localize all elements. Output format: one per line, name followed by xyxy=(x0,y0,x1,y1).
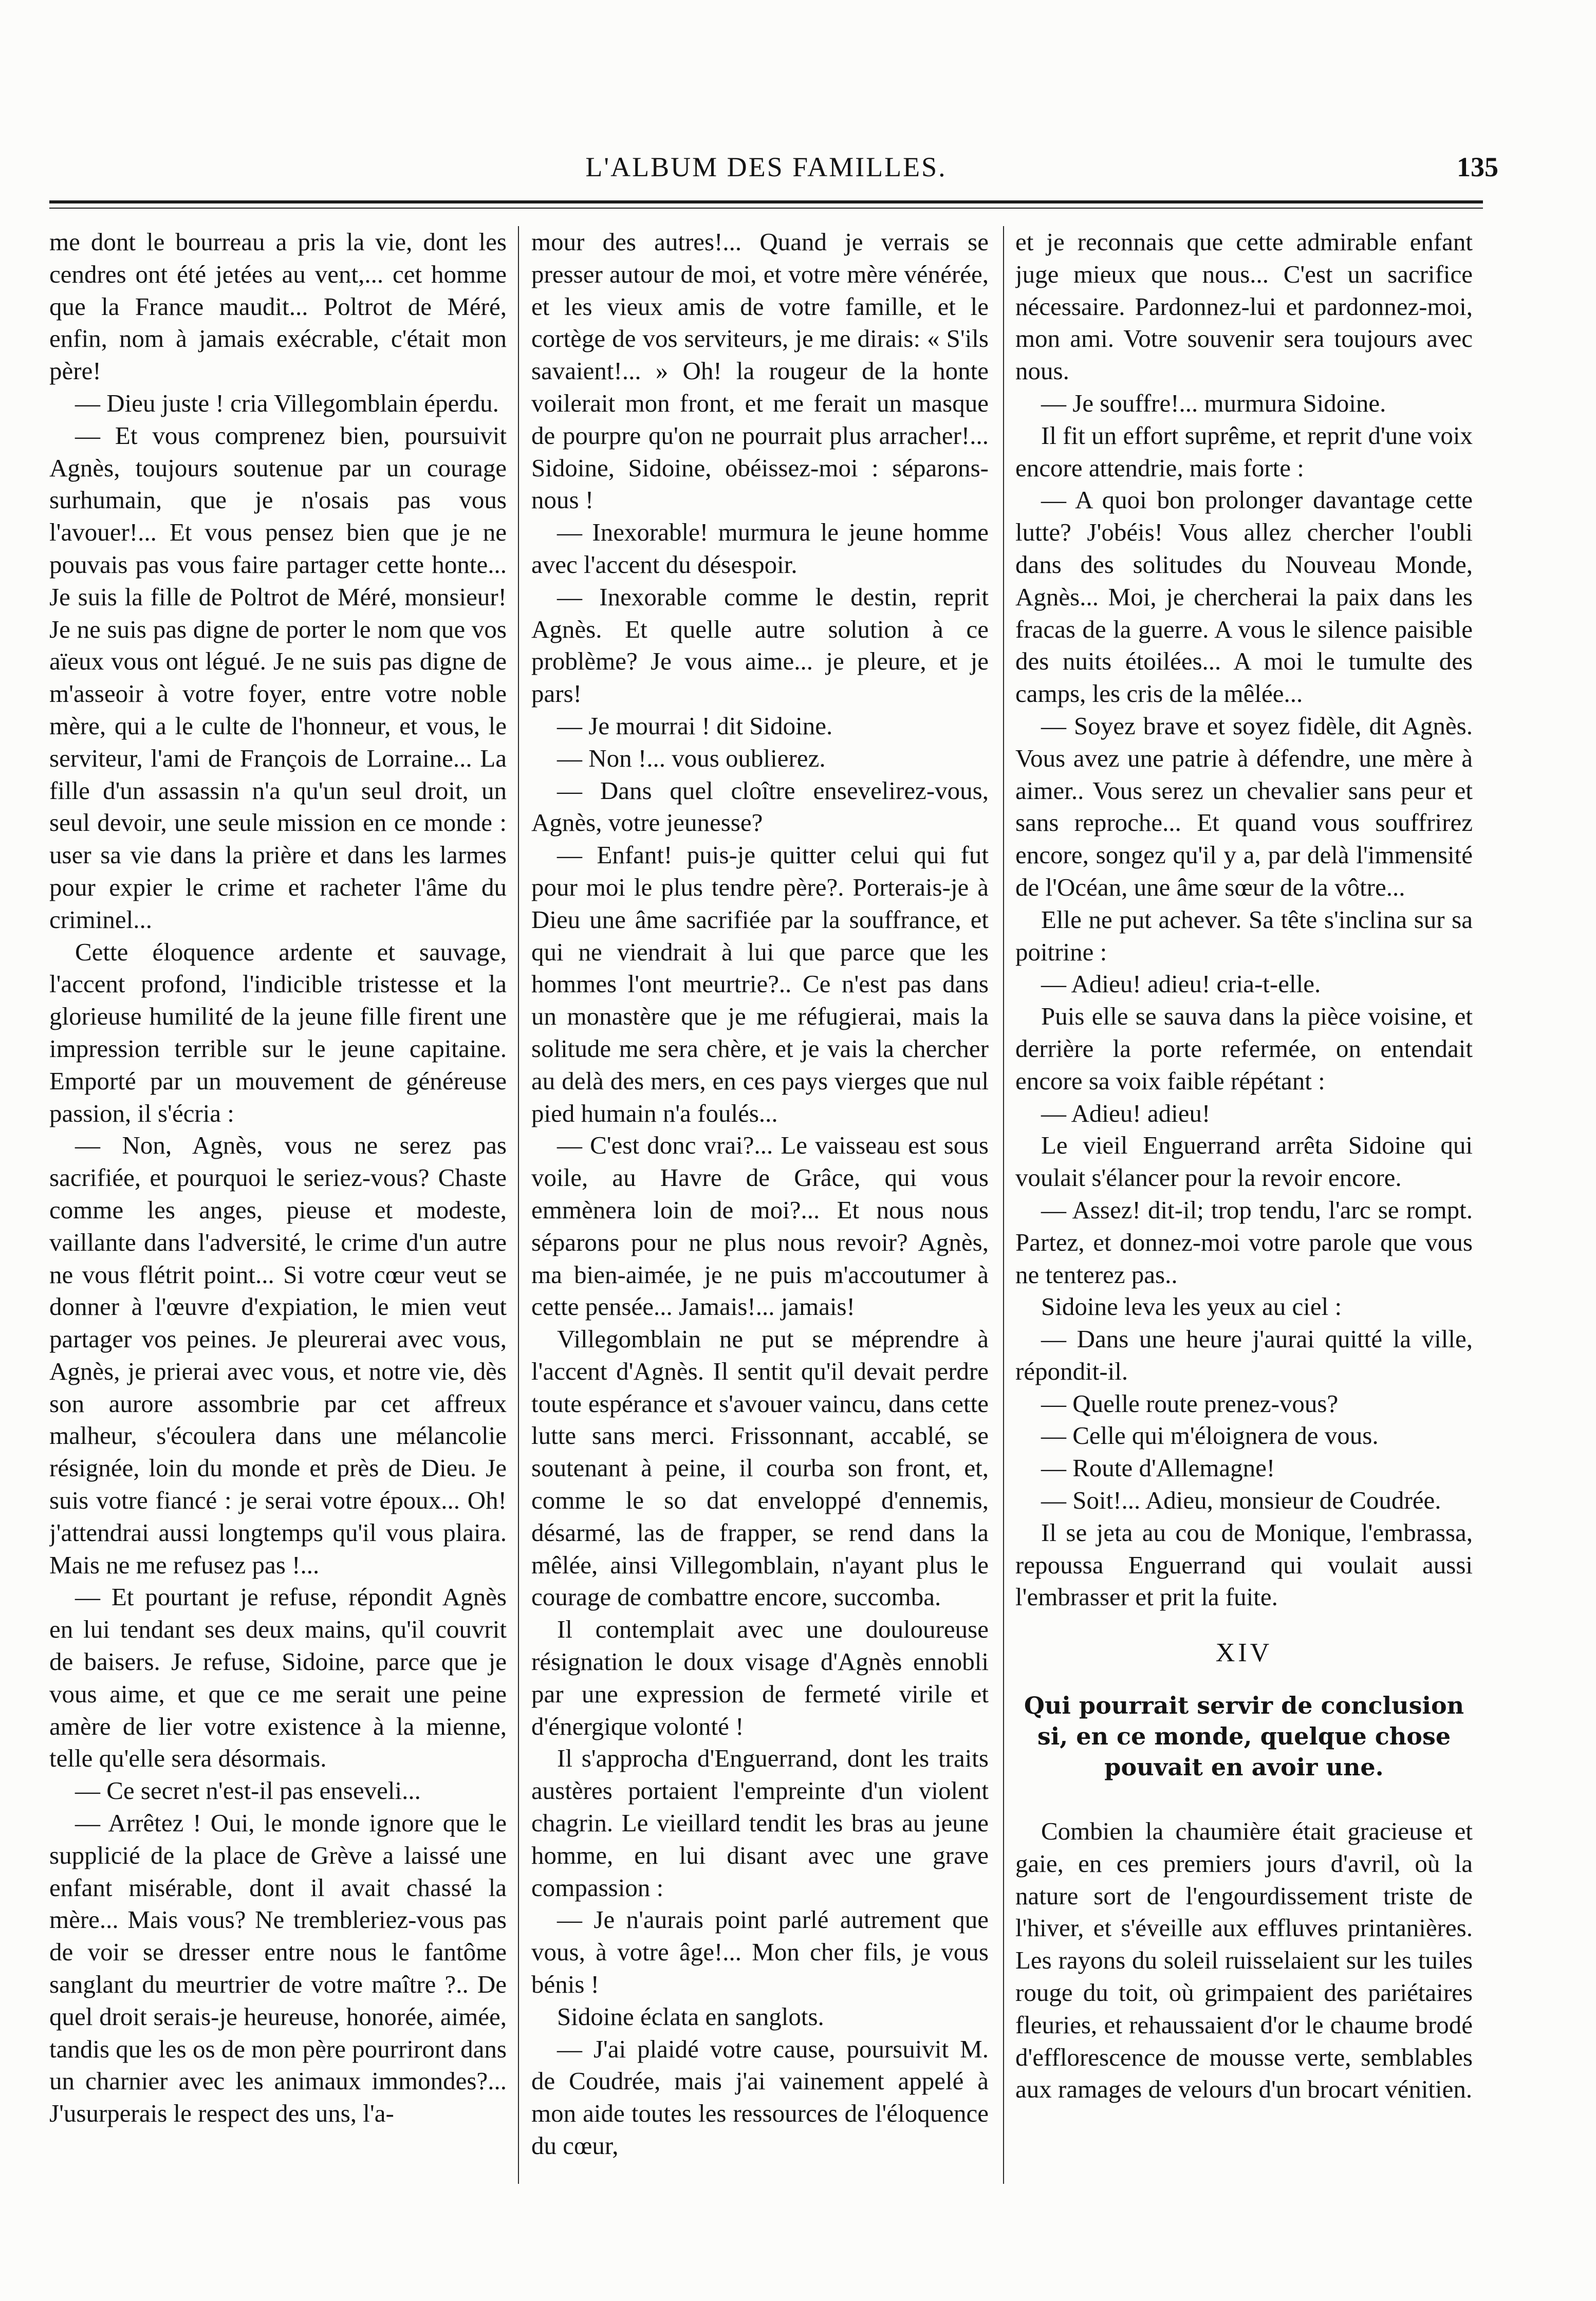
paragraph: me dont le bourreau a pris la vie, dont les cendres ont été jetées au vent,... cet homme que la France maudit... Poltrot de Méré, enfin, nom à jamais exécrable, c'était mon père! xyxy=(49,228,507,385)
paragraph: Villegomblain ne put se méprendre à l'accent d'Agnès. Il sentit qu'il devait perdre toute espérance et s'avouer vaincu, dans cette lutte sans merci. Frissonnant, accablé, se soutenant à peine, il courba son front, et, comme le so dat enveloppé d'ennemis, désarmé, las de frapper, se rend dans la mêlée, ainsi Villegomblain, n'ayant plus le courage de combattre encore, succomba. xyxy=(531,1325,989,1611)
header-rule-thin xyxy=(49,208,1483,209)
paragraph: — Dieu juste ! cria Villegomblain éperdu. xyxy=(75,388,499,417)
page-number: 135 xyxy=(1457,152,1498,182)
paragraph: — A quoi bon prolonger davantage cette lutte? J'obéis! Vous allez chercher l'oubli dans des solitudes du Nouveau Monde, Agnès... Moi, je chercherai la paix dans les fracas de la guerre. A vous le silence paisible des nuits étoilées... A moi le tumulte des camps, les cris de la mêlée... xyxy=(1015,486,1473,708)
chapter-number: XIV xyxy=(1215,1638,1273,1668)
paragraph: — Soit!... Adieu, monsieur de Coudrée. xyxy=(1041,1486,1441,1515)
paragraph: — Quelle route prenez-vous? xyxy=(1041,1389,1339,1418)
paragraph: — Inexorable comme le destin, reprit Agnès. Et quelle autre solution à ce problème? Je vous aime... je pleure, et je pars! xyxy=(531,582,989,708)
paragraph: — Non !... vous oublierez. xyxy=(557,744,826,772)
paragraph: Elle ne put achever. Sa tête s'inclina sur sa poitrine : xyxy=(1015,905,1473,966)
paragraph: — Assez! dit-il; trop tendu, l'arc se rompt. Partez, et donnez-moi votre parole que vous ne tenterez pas.. xyxy=(1015,1195,1473,1289)
paragraph: Il se jeta au cou de Monique, l'embrassa, repoussa Enguerrand qui voulait aussi l'embrasser et prit la fuite. xyxy=(1015,1518,1473,1611)
paragraph: — Et vous comprenez bien, poursuivit Agnès, toujours soutenue par un courage surhumain, que je n'osais pas vous l'avouer!... Et vous pensez bien que je ne pouvais pas vous faire partager cette honte... Je suis la fille de Poltrot de Méré, monsieur! Je ne suis pas digne de porter le nom que vos aïeux vous ont légué. Je ne suis pas digne de m'asseoir à votre foyer, entre votre noble mère, qui a le culte de l'honneur, et vous, le serviteur, l'ami de François de Lorraine... La fille d'un assassin n'a qu'un seul droit, un seul devoir, une seule mission en ce monde : user sa vie dans la prière et dans les larmes pour expier le crime et racheter l'âme du criminel... xyxy=(49,421,507,934)
journal-title: L'ALBUM DES FAMILLES. xyxy=(585,152,947,182)
running-header xyxy=(49,139,1498,195)
paragraph: — Ce secret n'est-il pas enseveli... xyxy=(75,1776,421,1805)
paragraph: mour des autres!... Quand je verrais se presser autour de moi, et votre mère vénérée, et les vieux amis de votre famille, et le cortège de vos serviteurs, je me dirais: « S'ils savaient!... » Oh! la rougeur de la honte voilerait mon front, et me ferait un masque de pourpre qu'on ne pourrait plus arracher!... Sidoine, Sidoine, obéissez-moi : séparons-nous ! xyxy=(531,228,989,514)
text-columns xyxy=(49,226,1483,2184)
column-divider xyxy=(1003,226,1004,2184)
paragraph: — C'est donc vrai?... Le vaisseau est sous voile, au Havre de Grâce, qui vous emmènera loin de moi?... Et nous nous séparons pour ne plus nous revoir? Agnès, ma bien-aimée, je ne puis m'accoutumer à cette pensée... Jamais!... jamais! xyxy=(531,1131,989,1321)
paragraph: — Arrêtez ! Oui, le monde ignore que le supplicié de la place de Grève a laissé une enfant misérable, dont il avait chassé la mère... Mais vous? Ne trembleriez-vous pas de voir se dresser entre nous le fantôme sanglant du meurtrier de votre maître ?.. De quel droit serais-je heureuse, honorée, aimée, tandis que les os de mon père pourriront dans un charnier avec les animaux immondes?... J'usurperais le respect des uns, l'a- xyxy=(49,1809,507,2128)
paragraph: — Celle qui m'éloignera de vous. xyxy=(1041,1421,1379,1450)
paragraph: Cette éloquence ardente et sauvage, l'accent profond, l'indicible tristesse et la glorieuse humilité de la jeune fille firent une impression terrible sur le jeune capitaine. Emporté par un mouvement de généreuse passion, il s'écria : xyxy=(49,937,507,1127)
chapter-title: Qui pourrait servir de conclusion si, en ce monde, quelque chose pouvait en avoir une. xyxy=(1024,1692,1464,1782)
paragraph: Le vieil Enguerrand arrêta Sidoine qui voulait s'élancer pour la revoir encore. xyxy=(1015,1131,1473,1192)
paragraph: Sidoine éclata en sanglots. xyxy=(557,2002,824,2031)
paragraph: — Je mourrai ! dit Sidoine. xyxy=(557,711,833,740)
paragraph: Sidoine leva les yeux au ciel : xyxy=(1041,1292,1342,1321)
column-left xyxy=(49,226,507,2184)
paragraph: Il fit un effort suprême, et reprit d'une voix encore attendrie, mais forte : xyxy=(1015,421,1473,482)
paragraph: — Et pourtant je refuse, répondit Agnès en lui tendant ses deux mains, qu'il couvrit de baisers. Je refuse, Sidoine, parce que je vous aime, et que ce me serait une peine amère de lier votre existence à la mienne, telle qu'elle sera désormais. xyxy=(49,1583,507,1773)
header-rule xyxy=(49,200,1483,203)
paragraph: Il s'approcha d'Enguerrand, dont les traits austères portaient l'empreinte d'un violent chagrin. Le vieillard tendit les bras au jeune homme, en lui disant avec une grave compassion : xyxy=(531,1744,989,1902)
paragraph: Combien la chaumière était gracieuse et gaie, en ces premiers jours d'avril, où la nature sort de l'engourdissement triste de l'hiver, et s'éveille aux effluves printanières. Les rayons du soleil ruisselaient sur les tuiles rouge du toit, où grimpaient des pariétaires fleuries, et rehaussaient d'or le chaume brodé d'efflorescence de mousse verte, semblables aux ramages de velours d'un brocart vénitien. xyxy=(1015,1817,1473,2104)
paragraph: — Route d'Allemagne! xyxy=(1041,1454,1275,1482)
paragraph: — J'ai plaidé votre cause, poursuivit M. de Coudrée, mais j'ai vainement appelé à mon aide toutes les ressources de l'éloquence du cœur, xyxy=(531,2034,989,2160)
paragraph: — Non, Agnès, vous ne serez pas sacrifiée, et pourquoi le seriez-vous? Chaste comme les anges, pieuse et modeste, vaillante dans l'adversité, le crime d'un autre ne vous flétrit point... Si votre cœur veut se donner à l'œuvre d'expiation, le mien veut partager vos peines. Je pleurerai avec vous, Agnès, je prierai avec vous, et notre vie, dès son aurore assombrie par cet affreux malheur, s'écoulera dans une mélancolie résignée, loin du monde et près de Dieu. Je suis votre fiancé : je serai votre époux... Oh! j'attendrai aussi longtemps qu'il vous plaira. Mais ne me refusez pas !... xyxy=(49,1131,507,1579)
paragraph: — Inexorable! murmura le jeune homme avec l'accent du désespoir. xyxy=(531,518,989,579)
paragraph: — Soyez brave et soyez fidèle, dit Agnès. Vous avez une patrie à défendre, une mère à aimer.. Vous serez un chevalier sans peur et sans reproche... Et quand vous souffrirez encore, songez qu'il y a, par delà l'immensité de l'Océan, une âme sœur de la vôtre... xyxy=(1015,711,1473,901)
paragraph: — Dans une heure j'aurai quitté la ville, répondit-il. xyxy=(1015,1325,1473,1385)
paragraph: — Je souffre!... murmura Sidoine. xyxy=(1041,388,1386,417)
column-divider xyxy=(518,226,519,2184)
paragraph: Il contemplait avec une douloureuse résignation le doux visage d'Agnès ennobli par une expression de fermeté virile et d'énergique volonté ! xyxy=(531,1615,989,1740)
paragraph: — Je n'aurais point parlé autrement que vous, à votre âge!... Mon cher fils, je vous bénis ! xyxy=(531,1905,989,1999)
paragraph: et je reconnais que cette admirable enfant juge mieux que nous... C'est un sacrifice nécessaire. Pardonnez-lui et pardonnez-moi, mon ami. Votre souvenir sera toujours avec nous. xyxy=(1015,228,1473,385)
paragraph: — Adieu! adieu! xyxy=(1041,1099,1211,1127)
column-middle xyxy=(531,226,989,2184)
paragraph: Puis elle se sauva dans la pièce voisine, et derrière la porte refermée, on entendait encore sa voix faible répétant : xyxy=(1015,1002,1473,1095)
column-right xyxy=(1015,226,1473,2184)
paragraph: — Enfant! puis-je quitter celui qui fut pour moi le plus tendre père?. Porterais-je à Dieu une âme sacrifiée par la souffrance, et qui ne viendrait à lui que parce que les hommes l'ont meurtrie?.. Ce n'est pas dans un monastère que je me réfugierai, mais la solitude me sera chère, et je vais la chercher au delà des mers, en ces pays vierges que nul pied humain n'a foulés... xyxy=(531,841,989,1127)
paragraph: — Dans quel cloître ensevelirez-vous, Agnès, votre jeunesse? xyxy=(531,776,989,837)
paragraph: — Adieu! adieu! cria-t-elle. xyxy=(1041,970,1321,998)
